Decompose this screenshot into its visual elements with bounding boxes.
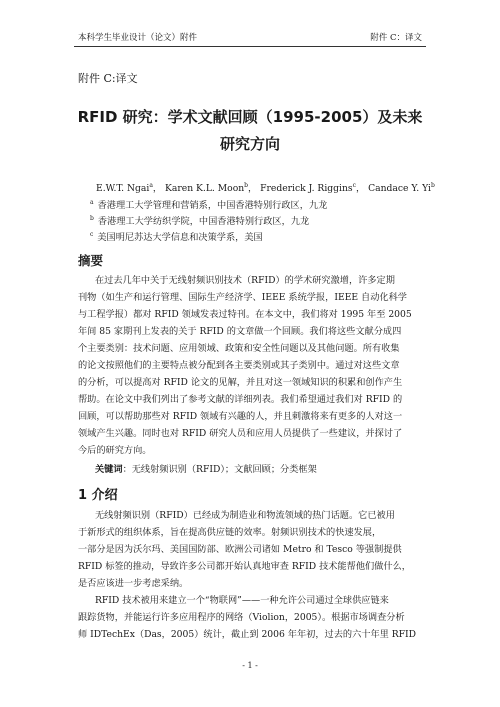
header-rule (74, 46, 426, 47)
running-header-right: 附件 C：译文 (370, 33, 422, 43)
abstract-line: 年间 85 家期刊上发表的关于 RFID 的文章做一个回顾。我们将这些文献分成四 (78, 326, 402, 337)
affiliation: $^c$ 美国明尼苏达大学信息和决策学系，美国 (90, 230, 263, 243)
paper-title-line-2: 研究方向 (219, 135, 280, 153)
running-header-left: 本科学生毕业设计（论文）附件 (78, 33, 198, 43)
abstract-heading: 摘要 (78, 253, 104, 268)
abstract-line: 个主要类别：技术问题、应用领域、政策和安全性问题以及其他问题。所有收集 (78, 343, 400, 354)
abstract-line: 的分析，可以提高对 RFID 论文的见解，并且对这一领域知识的积累和创作产生 (78, 377, 403, 388)
abstract-line: 的论文按照他们的主要特点被分配到各主要类别或其子类别中。通过对这些文章 (78, 360, 400, 371)
intro-line: 是否应该进一步考虑采纳。 (78, 578, 189, 589)
intro-line: 一部分是因为沃尔玛、美国国防部、欧洲公司诸如 Metro 和 Tesco 等强制提供 (78, 544, 402, 555)
abstract-line: 在过去几年中关于无线射频识别技术（RFID）的学术研究激增，许多定期 (95, 275, 395, 286)
abstract-line: 回顾，可以帮助那些对 RFID 领域有兴趣的人，并且刺激将来有更多的人对这一 (78, 411, 403, 422)
abstract-line: 帮助。在论文中我们列出了参考文献的详细列表。我们希望通过我们对 RFID 的 (78, 394, 403, 405)
intro-line: RFID 标签的推动，导致许多公司都开始认真地审查 RFID 技术能帮他们做什么， (78, 561, 411, 572)
author: E.W.T. Ngai$^a$， (96, 181, 163, 194)
paper-title-line-1: RFID 研究：学术文献回顾（1995-2005）及未来 (77, 108, 423, 126)
abstract-line: 刊物（如生产和运行管理、国际生产经济学、IEEE 系统学报，IEEE 自动化科学 (78, 292, 407, 303)
affiliation: $^a$ 香港理工大学管理和营销系，中国香港特别行政区，九龙 (90, 198, 328, 211)
author: Karen K.L. Moon$^b$， (165, 181, 258, 194)
section-heading-introduction: 1 介绍 (78, 488, 118, 503)
keywords-label: 关键词 (95, 464, 123, 475)
abstract-line: 今后的研究方向。 (78, 445, 152, 456)
abstract-line: 领域产生兴趣。同时也对 RFID 研究人员和应用人员提供了一些建议，并探讨了 (78, 428, 403, 439)
appendix-label: 附件 C:译文 (78, 72, 138, 85)
intro-line: 跟踪货物，并能运行许多应用程序的网络（Violion，2005）。根据市场调查分析 (78, 612, 405, 623)
affiliation: $^b$ 香港理工大学纺织学院，中国香港特别行政区，九龙 (90, 214, 310, 227)
page-number: - 1 - (242, 661, 258, 670)
abstract-line: 与工程学报）都对 RFID 领域发表过特刊。在本文中，我们将对 1995 年至 2005 (78, 309, 412, 320)
author: Frederick J. Riggins$^c$， (260, 181, 366, 194)
intro-line: 无线射频识别（RFID）已经成为制造业和物流领域的热门话题。它已被用 (95, 510, 395, 521)
keywords-text: ：无线射频识别（RFID）；文献回顾；分类框架 (122, 464, 317, 475)
keywords (95, 461, 317, 475)
intro-line: RFID 技术被用来建立一个“物联网”——一种允许公司通过全球供应链来 (95, 595, 389, 606)
intro-line: 师 IDTechEx（Das，2005）统计，截止到 2006 年年初，过去的六十年里 RFID (78, 629, 417, 640)
intro-line: 于新形式的组织体系，旨在提高供应链的效率。射频识别技术的快速发展， (78, 527, 382, 538)
author-list (96, 180, 435, 194)
author: Candace Y. Yi$^b$ (368, 181, 435, 194)
